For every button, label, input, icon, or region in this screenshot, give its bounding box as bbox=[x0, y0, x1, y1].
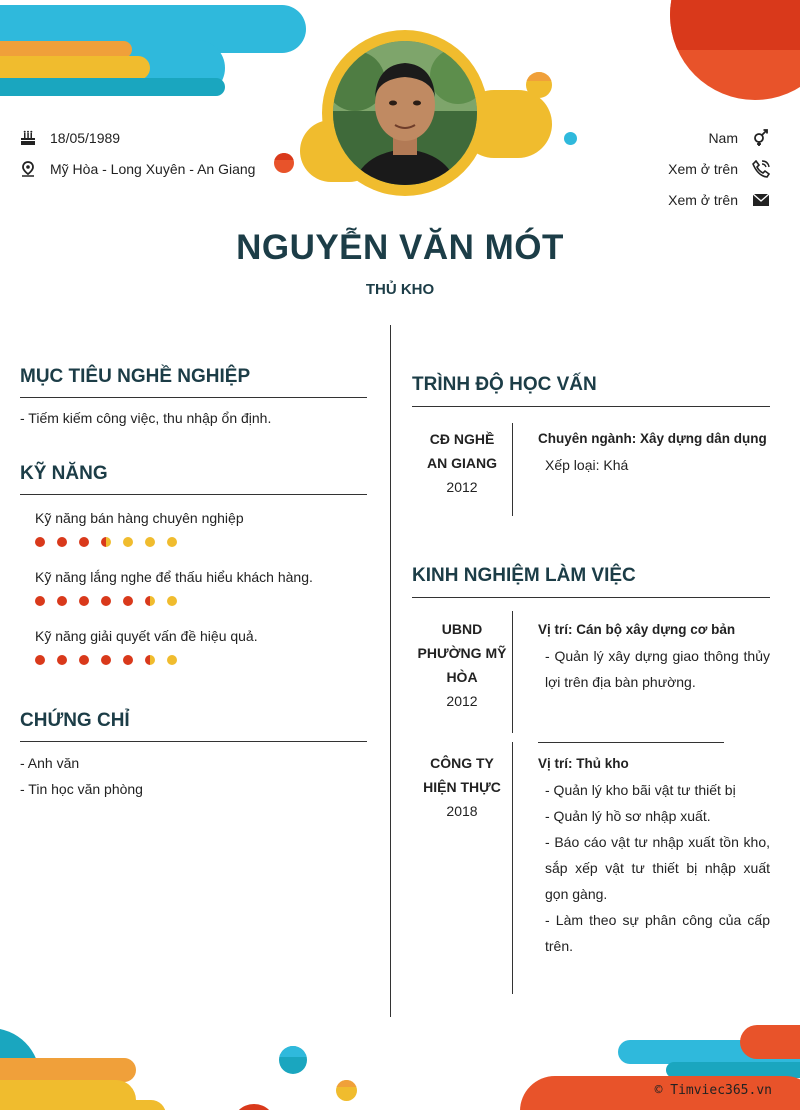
certificate-item: - Anh văn bbox=[20, 755, 80, 771]
certificates-title: CHỨNG CHỈ bbox=[20, 710, 130, 731]
rating-dot bbox=[79, 537, 89, 547]
phone-row bbox=[668, 153, 770, 184]
rating-dot bbox=[167, 596, 177, 606]
objective-title: MỤC TIÊU NGHỀ NGHIỆP bbox=[20, 366, 251, 387]
skills-divider bbox=[20, 494, 367, 495]
education-school bbox=[412, 427, 512, 499]
job-title: THỦ KHO bbox=[365, 281, 435, 298]
rating-dot bbox=[167, 537, 177, 547]
job-duty: - Quản lý hồ sơ nhập xuất. bbox=[545, 808, 711, 824]
school-name-line: CĐ NGHỀ bbox=[429, 431, 495, 447]
phone-icon bbox=[752, 160, 770, 178]
rating-dot bbox=[145, 537, 155, 547]
rating-dot bbox=[79, 655, 89, 665]
cake-icon bbox=[20, 130, 36, 146]
deco-dot-red-sm bbox=[274, 153, 294, 173]
column-divider bbox=[390, 325, 391, 1017]
skill-rating bbox=[35, 596, 189, 606]
deco-bottom-dot-yellow bbox=[336, 1080, 357, 1101]
deco-bottom-left-orange bbox=[0, 1058, 136, 1082]
birthday-text: 18/05/1989 bbox=[50, 129, 121, 146]
objective-text: - Tiếm kiếm công việc, thu nhập ổn định. bbox=[20, 410, 272, 426]
rating-dot bbox=[57, 537, 67, 547]
rating-dot bbox=[35, 537, 45, 547]
rating-dot bbox=[101, 596, 111, 606]
deco-bottom-right-red bbox=[740, 1025, 800, 1059]
gender-text: Nam bbox=[708, 129, 738, 146]
gender-row bbox=[668, 122, 770, 153]
rating-dot bbox=[145, 596, 155, 606]
rating-dot bbox=[57, 596, 67, 606]
certificates-divider bbox=[20, 741, 367, 742]
mail-icon bbox=[752, 191, 770, 209]
job-vline bbox=[512, 611, 513, 733]
rating-dot bbox=[145, 655, 155, 665]
rating-dot bbox=[123, 596, 133, 606]
deco-dot-blue-sm bbox=[564, 132, 577, 145]
education-title: TRÌNH ĐỘ HỌC VẤN bbox=[412, 374, 597, 395]
skill-rating bbox=[35, 537, 189, 547]
rating-dot bbox=[35, 655, 45, 665]
birthday-row bbox=[20, 122, 255, 153]
job-vline bbox=[512, 742, 513, 994]
map-pin-icon bbox=[20, 161, 36, 177]
certificate-item: - Tin học văn phòng bbox=[20, 781, 143, 797]
rating-dot bbox=[123, 537, 133, 547]
school-name-line: AN GIANG bbox=[427, 455, 497, 471]
rating-dot bbox=[35, 596, 45, 606]
gender-icon bbox=[752, 129, 770, 147]
job-duty: - Quản lý xây dựng giao thông thủy lợi trên địa bàn phường. bbox=[545, 648, 770, 690]
job-year: 2018 bbox=[446, 803, 478, 819]
deco-top-left-teal bbox=[0, 78, 225, 96]
email-row bbox=[668, 184, 770, 215]
job-position: Vị trí: Thủ kho bbox=[538, 756, 629, 771]
education-year: 2012 bbox=[446, 479, 478, 495]
skills-title: KỸ NĂNG bbox=[20, 463, 108, 484]
personal-info-left bbox=[20, 122, 255, 184]
company-name-line: CÔNG TY bbox=[430, 755, 494, 771]
job-separator bbox=[538, 742, 724, 743]
job-duty: - Làm theo sự phân công của cấp trên. bbox=[545, 912, 770, 954]
rating-dot bbox=[57, 655, 67, 665]
footer-copyright: © Timviec365.vn bbox=[654, 1083, 772, 1098]
company-name-line: HÒA bbox=[446, 669, 478, 685]
rating-dot bbox=[167, 655, 177, 665]
rating-dot bbox=[123, 655, 133, 665]
rating-dot bbox=[79, 596, 89, 606]
candidate-name: NGUYỄN VĂN MÓT bbox=[236, 228, 564, 267]
education-rank: Xếp loại: Khá bbox=[545, 457, 629, 473]
job-company bbox=[412, 617, 512, 713]
address-row bbox=[20, 153, 255, 184]
education-major: Chuyên ngành: Xây dựng dân dụng bbox=[538, 431, 767, 446]
deco-bottom-dot-blue bbox=[279, 1046, 307, 1074]
skill-label: Kỹ năng lắng nghe để thấu hiểu khách hàng. bbox=[35, 569, 313, 585]
skill-label: Kỹ năng bán hàng chuyên nghiệp bbox=[35, 510, 244, 526]
education-vline bbox=[512, 423, 513, 516]
avatar bbox=[333, 41, 477, 185]
objective-divider bbox=[20, 397, 367, 398]
experience-title: KINH NGHIỆM LÀM VIỆC bbox=[412, 565, 636, 586]
deco-dot-yellow-sm bbox=[526, 72, 552, 98]
personal-info-right bbox=[668, 122, 770, 215]
deco-bottom-left-yellow-2 bbox=[60, 1100, 166, 1110]
skill-label: Kỹ năng giải quyết vấn đề hiệu quả. bbox=[35, 628, 258, 644]
email-text[interactable]: Xem ở trên bbox=[668, 191, 738, 208]
deco-top-right-circle bbox=[670, 0, 800, 100]
rating-dot bbox=[101, 655, 111, 665]
job-duty: - Báo cáo vật tư nhập xuất tồn kho, sắp xếp vật tư thiết bị nhập xuất gọn gàng. bbox=[545, 834, 770, 902]
address-text: Mỹ Hòa - Long Xuyên - An Giang bbox=[50, 160, 256, 177]
company-name-line: UBND bbox=[441, 621, 483, 637]
job-company bbox=[412, 751, 512, 823]
company-name-line: HIỆN THỰC bbox=[423, 779, 501, 795]
deco-bottom-dot-red bbox=[232, 1104, 276, 1110]
experience-divider bbox=[412, 597, 770, 598]
skill-rating bbox=[35, 655, 189, 665]
education-divider bbox=[412, 406, 770, 407]
job-duty: - Quản lý kho bãi vật tư thiết bị bbox=[545, 782, 736, 798]
job-year: 2012 bbox=[446, 693, 478, 709]
company-name-line: PHƯỜNG MỸ bbox=[417, 645, 507, 661]
job-position: Vị trí: Cán bộ xây dựng cơ bản bbox=[538, 622, 736, 637]
deco-top-left-yellow bbox=[0, 56, 150, 80]
phone-text[interactable]: Xem ở trên bbox=[668, 160, 738, 177]
rating-dot bbox=[101, 537, 111, 547]
